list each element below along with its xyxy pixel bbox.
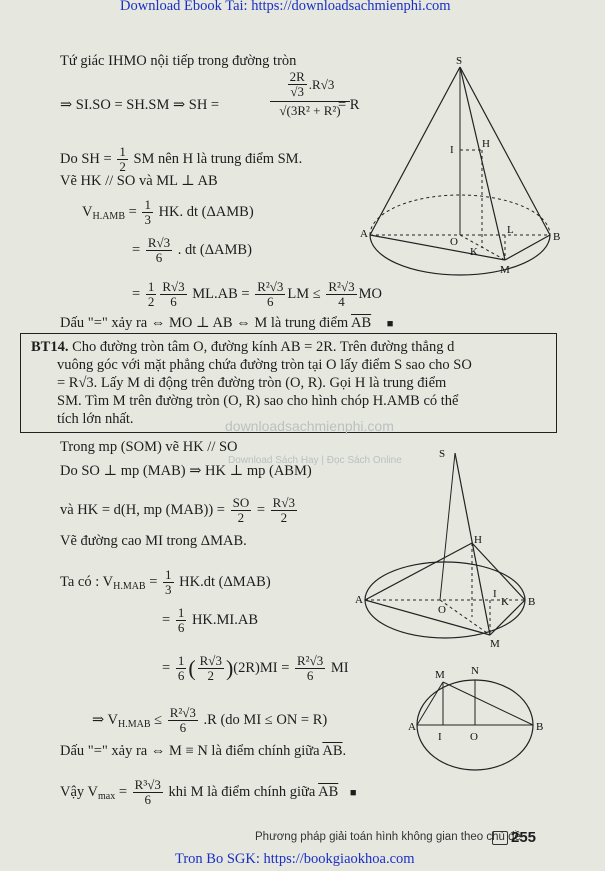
text-segment: Vậy V xyxy=(60,783,98,800)
text-segment: ⇒ SI.SO = SH.SM ⇒ SH = xyxy=(60,97,220,113)
text-line-5 xyxy=(82,198,254,227)
text-line-7 xyxy=(132,280,382,309)
text-segment: (2R)MI = xyxy=(233,659,290,676)
text-segment: khi M là điểm chính giữa xyxy=(168,783,316,800)
edge-sa xyxy=(370,67,460,235)
frac-num: R³√3 xyxy=(134,777,161,792)
fraction xyxy=(326,280,356,309)
frac-den: 6 xyxy=(179,720,187,735)
text-segment: = xyxy=(128,203,137,220)
label-i: I xyxy=(493,588,497,600)
segment-om xyxy=(440,600,490,635)
frac-den: 6 xyxy=(267,294,274,309)
end-square-icon: ■ xyxy=(349,786,357,799)
fraction xyxy=(168,706,198,735)
frac-den: 6 xyxy=(177,620,185,635)
frac-den: 6 xyxy=(155,250,163,265)
paren-open: ( xyxy=(188,655,196,681)
frac-den: 6 xyxy=(170,294,177,309)
fraction xyxy=(176,654,187,683)
frac-num: 1 xyxy=(177,653,185,668)
text-line-1: Tứ giác IHMO nội tiếp trong đường tròn xyxy=(60,53,297,69)
label-a: A xyxy=(355,594,363,606)
label-o: O xyxy=(470,731,478,743)
watermark-tagline: Download Sách Hay | Đọc Sách Online xyxy=(228,455,402,466)
label-h: H xyxy=(482,138,490,150)
exercise-line-5: tích lớn nhất. xyxy=(57,411,134,427)
inner-fraction xyxy=(288,70,307,99)
sh-fraction-numerator xyxy=(270,70,350,99)
text-segment: MI xyxy=(330,659,349,676)
label-o: O xyxy=(450,236,458,248)
label-m: M xyxy=(435,669,445,681)
segment-mb xyxy=(443,682,533,725)
solution-line-10 xyxy=(60,778,357,807)
sh-fraction-denominator: √(3R² + R²) xyxy=(270,101,350,118)
solution-line-3 xyxy=(60,496,299,525)
fraction xyxy=(117,145,128,174)
text-segment: HK.MI.AB xyxy=(191,611,258,628)
page-number: 255 xyxy=(511,829,537,846)
watermark-site: downloadsachmienphi.com xyxy=(225,418,394,434)
inner-mult: .R√3 xyxy=(308,76,335,92)
frac-den: 3 xyxy=(144,212,151,227)
label-m: M xyxy=(500,264,510,276)
text-segment: . xyxy=(342,743,347,759)
frac-num: R√3 xyxy=(147,235,171,250)
label-i: I xyxy=(438,731,442,743)
arc-ab: $\overline{AB}$ xyxy=(318,783,339,800)
frac-den: 3 xyxy=(165,582,172,597)
text-segment: V xyxy=(82,203,93,220)
text-segment: MO xyxy=(358,285,382,302)
segment-am xyxy=(417,682,443,725)
paren-close: ) xyxy=(225,655,234,681)
solution-line-4: Vẽ đường cao MI trong ΔMAB. xyxy=(60,533,247,549)
label-s: S xyxy=(439,448,446,460)
edge-so xyxy=(440,453,455,600)
text-segment: = xyxy=(162,611,171,628)
exercise-text: Cho đường tròn tâm O, đường kính AB = 2R. Trên đường thẳng d xyxy=(72,339,455,355)
text-segment: SM nên H là trung điểm SM. xyxy=(133,150,303,167)
book-icon xyxy=(492,831,508,845)
figure-2-pyramid xyxy=(355,445,550,650)
text-segment: LM ≤ xyxy=(287,285,321,302)
fraction xyxy=(146,236,172,265)
text-segment: = xyxy=(162,659,171,676)
label-a: A xyxy=(360,228,368,240)
exercise-line-4: SM. Tìm M trên đường tròn (O, R) sao cho hình chóp H.AMB có thể xyxy=(57,393,459,409)
fraction xyxy=(163,568,174,597)
subscript: H.MAB xyxy=(113,580,146,592)
footer-link[interactable]: Tron Bo SGK: https://bookgiaokhoa.com xyxy=(175,851,415,867)
label-l: L xyxy=(507,224,514,236)
solution-line-2: Do SO ⊥ mp (MAB) ⇒ HK ⊥ mp (ABM) xyxy=(60,463,312,479)
label-s: S xyxy=(456,55,463,67)
text-line-6 xyxy=(132,236,252,265)
end-square-icon: ■ xyxy=(386,318,394,330)
text-segment: = xyxy=(118,783,128,800)
arc-ab: $\overline{AB}$ xyxy=(351,315,372,331)
frac-num: R²√3 xyxy=(257,279,284,294)
inner-num: 2R xyxy=(289,69,305,84)
frac-num: R²√3 xyxy=(328,279,355,294)
text-segment: và HK = d(H, mp (MAB)) = xyxy=(60,501,225,518)
exercise-label: BT14. xyxy=(31,339,69,355)
label-a: A xyxy=(408,721,416,733)
fraction xyxy=(271,496,297,525)
fraction xyxy=(295,654,325,683)
solution-line-1: Trong mp (SOM) vẽ HK // SO xyxy=(60,439,238,455)
text-segment: . dt (ΔAMB) xyxy=(177,241,252,258)
frac-num: 1 xyxy=(147,279,155,294)
solution-line-6 xyxy=(162,606,258,635)
text-segment: HK.dt (ΔMAB) xyxy=(179,573,271,590)
solution-line-9 xyxy=(60,742,346,760)
frac-num: R²√3 xyxy=(297,653,324,668)
text-segment: ≤ xyxy=(154,711,163,728)
text-segment: Ta có : V xyxy=(60,573,114,590)
text-segment: Do SH = xyxy=(60,150,112,167)
frac-num: 1 xyxy=(144,197,151,212)
edge-bh xyxy=(472,543,525,600)
arc-ab: $\overline{AB}$ xyxy=(322,743,343,759)
solution-line-8 xyxy=(92,706,327,735)
segment-am xyxy=(370,235,505,260)
label-k: K xyxy=(470,246,478,258)
subscript: H.AMB xyxy=(92,210,125,222)
fraction xyxy=(231,496,252,525)
frac-num: R²√3 xyxy=(169,705,196,720)
fraction xyxy=(198,654,224,683)
frac-den: 6 xyxy=(306,668,314,683)
text-segment: = xyxy=(132,241,141,258)
segment-bm xyxy=(505,235,550,260)
frac-den: 6 xyxy=(144,792,151,807)
frac-den: 2 xyxy=(280,510,288,525)
text-segment: .R (do MI ≤ ON = R) xyxy=(203,711,328,728)
fraction xyxy=(255,280,285,309)
exercise-line-2: vuông góc với mặt phẳng chứa đường tròn tại O lấy điểm S sao cho SO xyxy=(57,357,472,373)
text-segment: Dấu "=" xảy ra ⇔ MO ⊥ AB ⇔ M là trung điểm xyxy=(60,315,349,331)
text-line-3 xyxy=(60,145,302,174)
text-segment: = xyxy=(149,573,158,590)
figure-1-cone xyxy=(360,55,570,280)
frac-den: 2 xyxy=(237,510,245,525)
frac-den: 2 xyxy=(207,668,215,683)
text-segment: HK. dt (ΔAMB) xyxy=(158,203,254,220)
fraction xyxy=(160,280,186,309)
frac-num: SO xyxy=(232,495,250,510)
label-n: N xyxy=(471,665,479,677)
fraction xyxy=(142,198,153,227)
subscript: H.MAB xyxy=(117,718,151,730)
frac-den: 2 xyxy=(147,294,155,309)
ellipse-front xyxy=(370,235,550,275)
text-segment: Dấu "=" xảy ra ⇔ M ≡ N là điểm chính giữa xyxy=(60,743,320,759)
label-h: H xyxy=(474,534,482,546)
text-line-4: Vẽ HK // SO và ML ⊥ AB xyxy=(60,173,218,189)
label-m: M xyxy=(490,638,500,650)
fraction xyxy=(176,606,187,635)
inner-den: √3 xyxy=(290,84,305,99)
header-download-link[interactable]: Download Ebook Tai: https://downloadsachmienphi.com xyxy=(120,0,451,14)
frac-num: 1 xyxy=(165,567,172,582)
text-eq-r: = R xyxy=(338,97,360,113)
text-line-2 xyxy=(60,96,219,114)
text-segment: = xyxy=(132,285,141,302)
frac-num: 1 xyxy=(119,144,126,159)
exercise-line-3: = R√3. Lấy M di động trên đường tròn (O, R). Gọi H là trung điểm xyxy=(57,375,447,391)
frac-den: 2 xyxy=(119,159,126,174)
frac-num: R√3 xyxy=(162,279,185,294)
edge-ah xyxy=(365,543,472,600)
edge-am xyxy=(365,600,490,635)
book-title: Phương pháp giải toán hình không gian theo chủ đề xyxy=(255,831,521,843)
label-b: B xyxy=(528,596,536,608)
solution-line-5 xyxy=(60,568,271,597)
frac-num: R√3 xyxy=(199,653,222,668)
fraction xyxy=(146,280,157,309)
edge-sb xyxy=(460,67,550,235)
label-i: I xyxy=(450,144,454,156)
label-b: B xyxy=(536,721,544,733)
label-k: K xyxy=(501,596,509,608)
text-line-8 xyxy=(60,314,393,333)
text-segment: ⇒ V xyxy=(92,711,118,728)
solution-line-7 xyxy=(162,654,349,683)
text-segment: ML.AB = xyxy=(192,285,250,302)
figure-3-circle xyxy=(405,660,555,775)
fraction xyxy=(133,778,163,807)
text-segment: = xyxy=(256,501,266,518)
exercise-line-1 xyxy=(31,338,551,356)
subscript: max xyxy=(98,790,116,802)
label-o: O xyxy=(438,604,446,616)
frac-den: 4 xyxy=(338,294,345,309)
frac-num: R√3 xyxy=(272,495,295,510)
frac-num: 1 xyxy=(177,605,185,620)
frac-den: 6 xyxy=(177,668,185,683)
label-b: B xyxy=(553,231,561,243)
